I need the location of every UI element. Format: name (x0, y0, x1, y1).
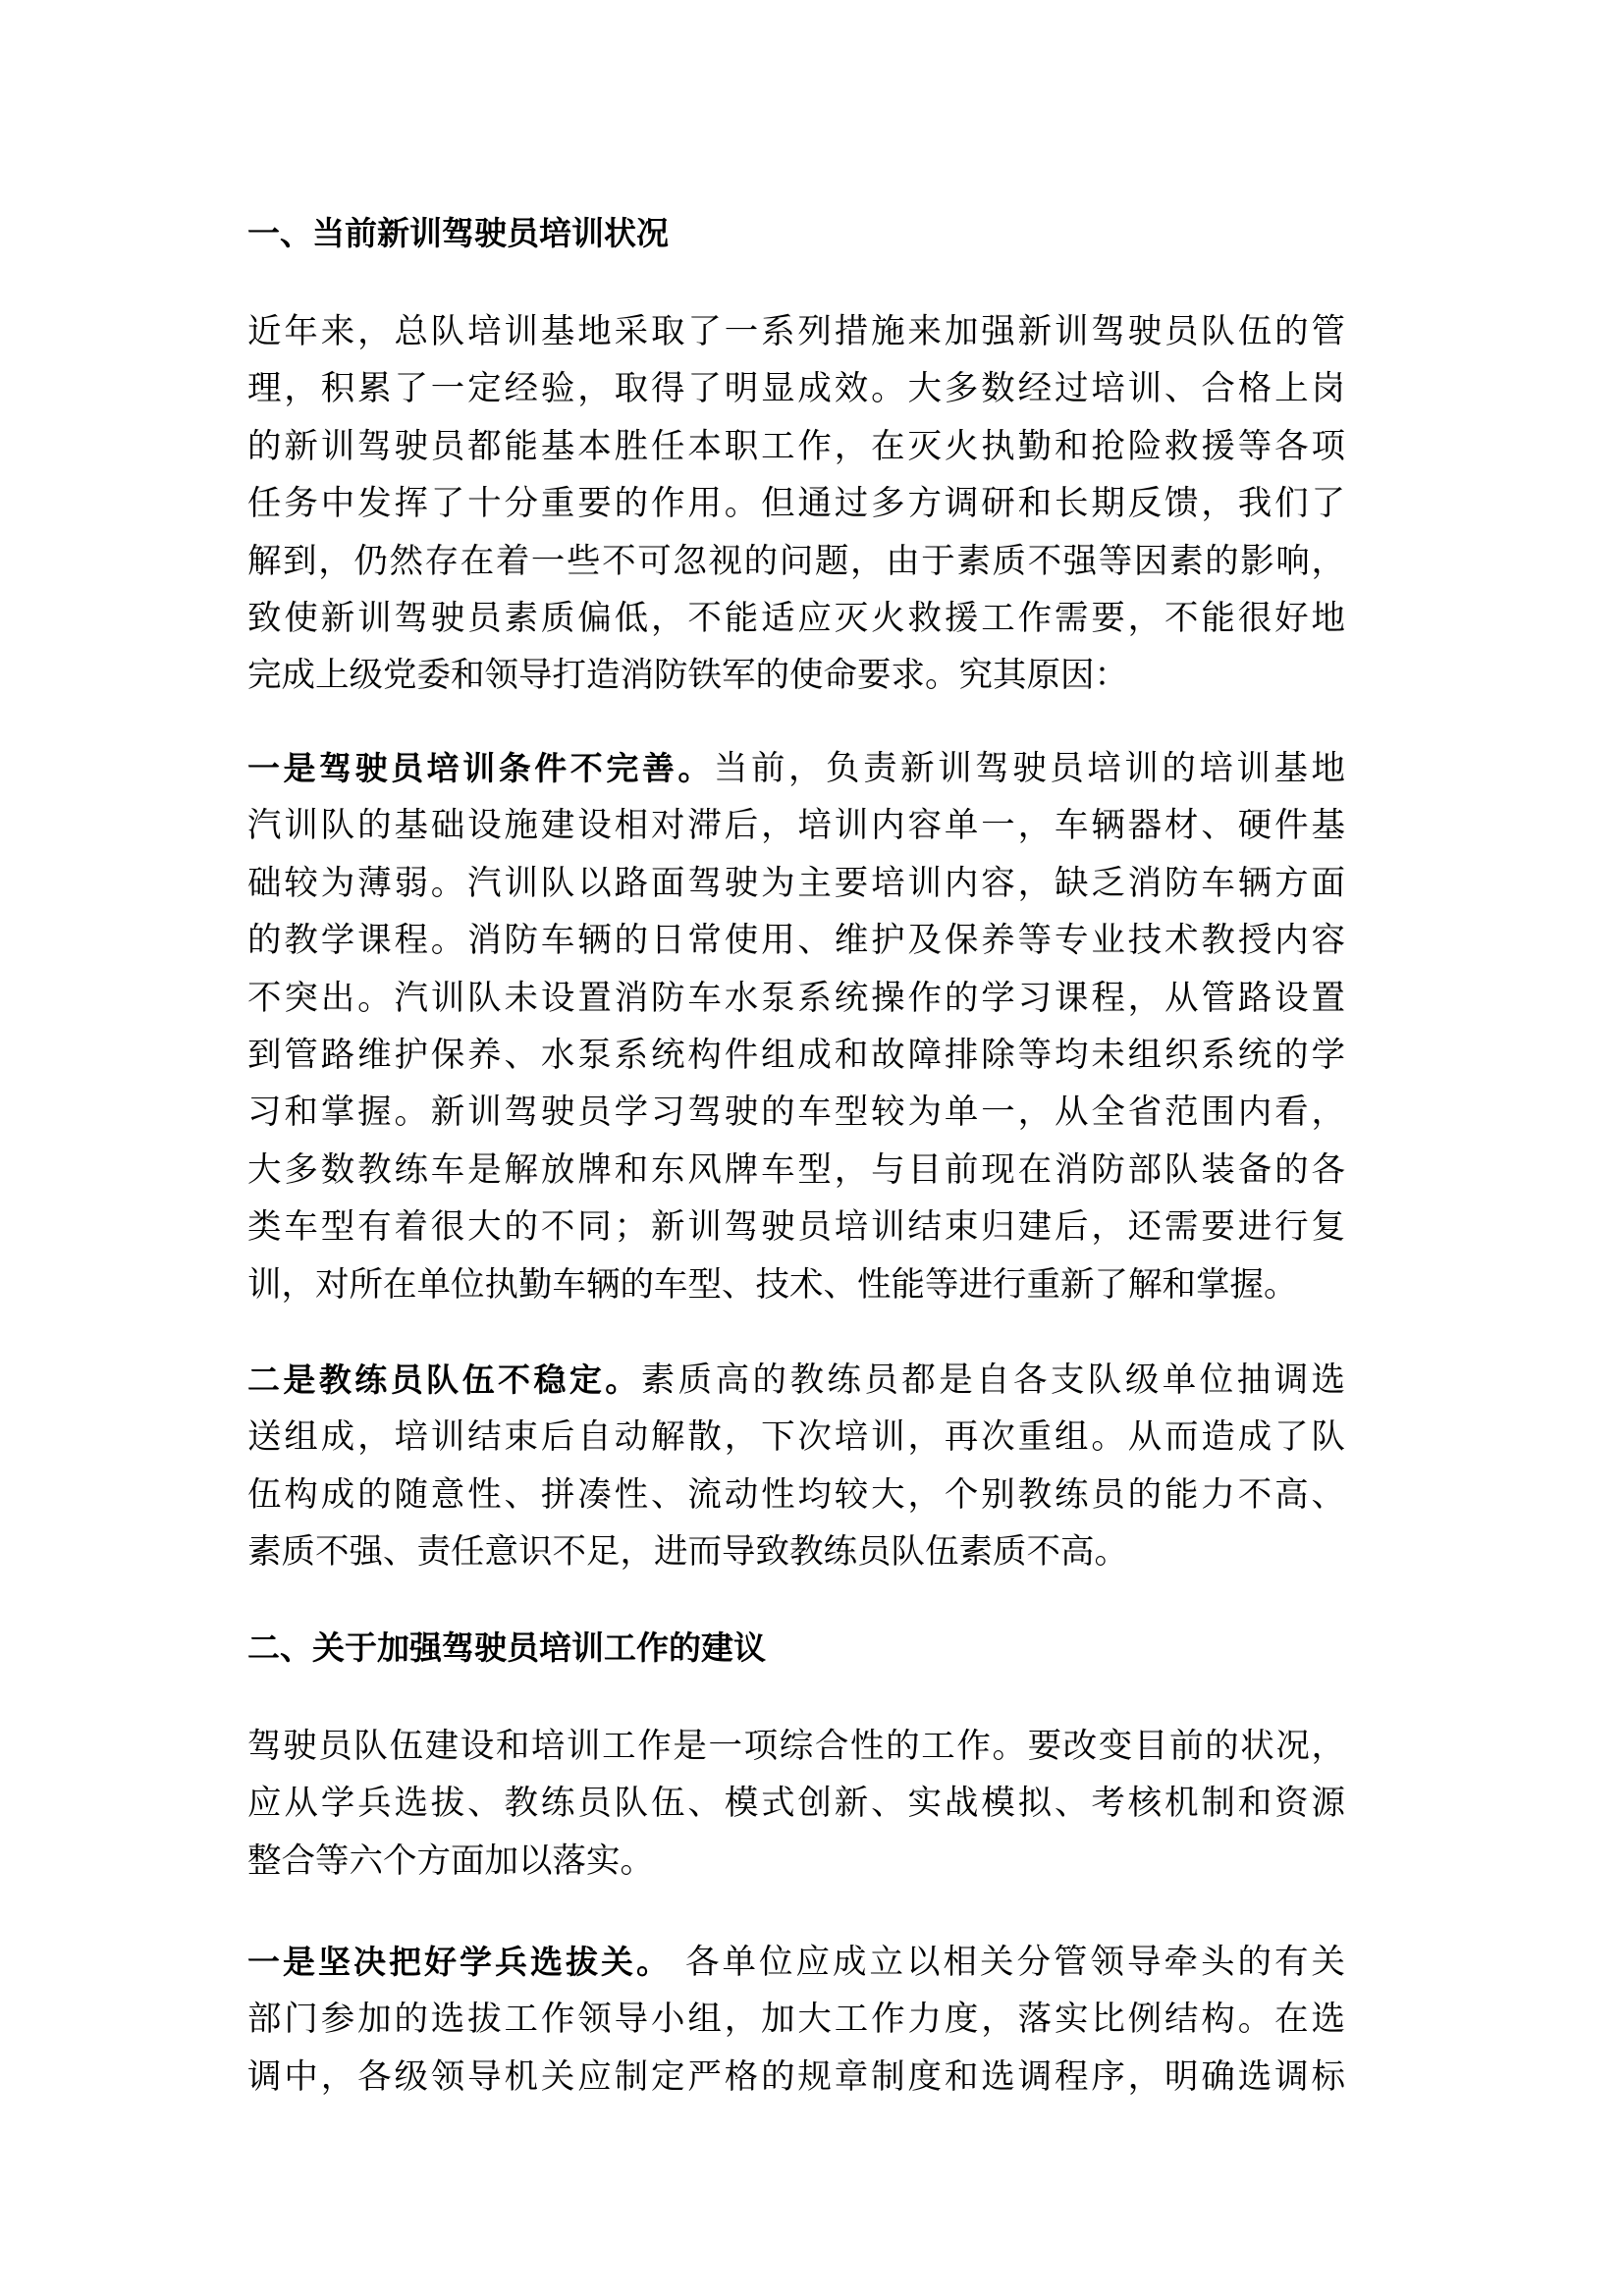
section1-heading (247, 205, 1345, 262)
text-line: 习和掌握。新训驾驶员学习驾驶的车型较为单一，从全省范围内看， (247, 1093, 1345, 1133)
text-line: 理，积累了一定经验，取得了明显成效。大多数经过培训、合格上岗 (247, 369, 1345, 409)
text-line: 训，对所在单位执勤车辆的车型、技术、性能等进行重新了解和掌握。 (247, 1264, 1298, 1305)
section2-point1-paragraph (247, 1934, 1345, 2106)
text-line: 的教学课程。消防车辆的日常使用、维护及保养等专业技术教授内容 (247, 921, 1345, 961)
text-line-first (247, 1934, 1345, 1991)
text-line: 调中，各级领导机关应制定严格的规章制度和选调程序，明确选调标 (247, 2056, 1345, 2097)
section2-intro-paragraph (247, 1718, 1345, 1890)
text-line: 汽训队的基础设施建设相对滞后，培训内容单一，车辆器材、硬件基 (247, 806, 1345, 846)
text-line: 驾驶员队伍建设和培训工作是一项综合性的工作。要改变目前的状况， (247, 1727, 1345, 1766)
text-line-first (247, 1352, 1345, 1409)
text-line: 解到，仍然存在着一些不可忽视的问题，由于素质不强等因素的影响， (247, 541, 1345, 581)
text-line: 础较为薄弱。汽训队以路面驾驶为主要培训内容，缺乏消防车辆方面 (247, 863, 1345, 903)
text-line: 送组成，培训结束后自动解散，下次培训，再次重组。从而造成了队 (247, 1417, 1345, 1458)
text-line: 类车型有着很大的不同；新训驾驶员培训结束归建后，还需要进行复 (247, 1207, 1345, 1248)
heading-text: 二、关于加强驾驶员培训工作的建议 (247, 1629, 766, 1667)
point-text: 当前，负责新训驾驶员培训的培训基地 (713, 749, 1346, 788)
point-text: 各单位应成立以相关分管领导牵头的有关 (672, 1943, 1345, 1982)
text-line: 应从学兵选拔、教练员队伍、模式创新、实战模拟、考核机制和资源 (247, 1784, 1345, 1824)
text-line: 大多数教练车是解放牌和东风牌车型，与目前现在消防部队装备的各 (247, 1149, 1345, 1190)
text-line: 完成上级党委和领导打造消防铁军的使命要求。究其原因： (247, 656, 1128, 696)
text-line: 近年来，总队培训基地采取了一系列措施来加强新训驾驶员队伍的管 (247, 312, 1345, 351)
text-line: 致使新训驾驶员素质偏低，不能适应灭火救援工作需要，不能很好地 (247, 598, 1345, 638)
text-line: 的新训驾驶员都能基本胜任本职工作，在灭火执勤和抢险救援等各项 (247, 426, 1345, 466)
text-line: 部门参加的选拔工作领导小组，加大工作力度，落实比例结构。在选 (247, 2000, 1345, 2040)
section1-intro-paragraph (247, 303, 1345, 705)
text-line: 不突出。汽训队未设置消防车水泵系统操作的学习课程，从管路设置 (247, 978, 1345, 1018)
point-text: 素质高的教练员都是自各支队级单位抽调选 (640, 1361, 1346, 1400)
text-line: 伍构成的随意性、拼凑性、流动性均较大，个别教练员的能力不高、 (247, 1474, 1345, 1515)
section1-point1-paragraph (247, 740, 1345, 1313)
text-line-first (247, 740, 1345, 797)
heading-text: 一、当前新训驾驶员培训状况 (247, 214, 669, 252)
text-line: 任务中发挥了十分重要的作用。但通过多方调研和长期反馈，我们了 (247, 484, 1345, 524)
text-line: 整合等六个方面加以落实。 (247, 1841, 654, 1881)
point-lead: 二是教练员队伍不稳定。 (247, 1361, 641, 1399)
section2-heading (247, 1620, 1345, 1677)
text-line: 素质不强、责任意识不足，进而导致教练员队伍素质不高。 (247, 1532, 1128, 1573)
point-lead: 一是驾驶员培训条件不完善。 (247, 749, 714, 787)
section1-point2-paragraph (247, 1352, 1345, 1581)
text-line: 到管路维护保养、水泵系统构件组成和故障排除等均未组织系统的学 (247, 1035, 1345, 1075)
point-lead: 一是坚决把好学兵选拔关。 (247, 1943, 673, 1981)
